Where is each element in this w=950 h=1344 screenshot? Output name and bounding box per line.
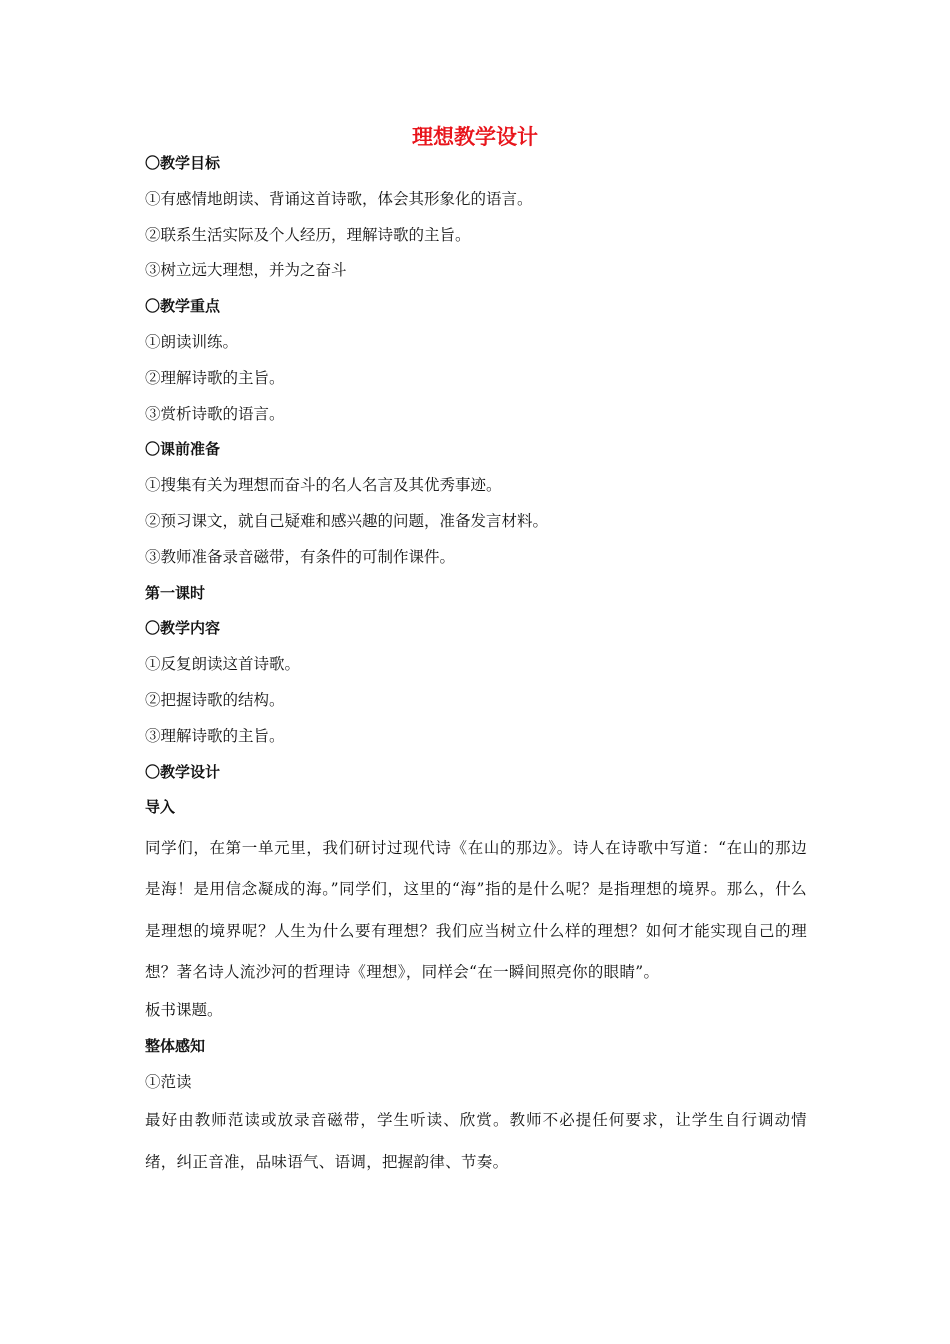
text-line: ②把握诗歌的结构。 <box>145 690 285 709</box>
text-line: ②理解诗歌的主旨。 <box>145 368 285 387</box>
text-line: ②联系生活实际及个人经历，理解诗歌的主旨。 <box>145 225 471 244</box>
section-heading: 整体感知 <box>145 1036 206 1055</box>
document-title: 理想教学设计 <box>412 125 538 149</box>
text-line: ③教师准备录音磁带，有条件的可制作课件。 <box>145 547 456 566</box>
text-line: ①有感情地朗读、背诵这首诗歌，体会其形象化的语言。 <box>145 189 533 208</box>
text-line: ①反复朗读这首诗歌。 <box>145 655 301 674</box>
document-blocks-top <box>145 146 807 826</box>
section-heading: 导入 <box>145 798 176 817</box>
section-heading: 〇教学内容 <box>145 619 221 638</box>
section-heading: 〇教学重点 <box>145 297 221 316</box>
document-body <box>145 146 807 1183</box>
text-line: ③树立远大理想，并为之奋斗 <box>145 261 347 280</box>
text-line: ②预习课文，就自己疑难和感兴趣的问题，准备发言材料。 <box>145 511 549 530</box>
section-heading: 〇教学目标 <box>145 154 221 172</box>
reading-paragraph: 最好由教师范读或放录音磁带，学生听读、欣赏。教师不必提任何要求，让学生自行调动情绪，纠正音准，品味语气、语调，把握韵律、节奏。 <box>145 1111 807 1171</box>
intro-paragraph: 同学们，在第一单元里，我们研讨过现代诗《在山的那边》。诗人在诗歌中写道：“在山的那边是海！是用信念凝成的海。”同学们，这里的“海”指的是什么呢？是指理想的境界。那么，什么是理想的境界呢？人生为什么要有理想？我们应当树立什么样的理想？如何才能实现自己的理想？著名诗人流沙河的哲理诗《理想》，同样会“在一瞬间照亮你的眼睛”。 <box>145 839 807 981</box>
text-line: 板书课题。 <box>145 1000 223 1019</box>
document-blocks-bottom <box>145 993 807 1100</box>
text-line: ③赏析诗歌的语言。 <box>145 404 285 423</box>
text-line: ③理解诗歌的主旨。 <box>145 726 285 745</box>
text-line: ①朗读训练。 <box>145 332 239 351</box>
text-line: ①搜集有关为理想而奋斗的名人名言及其优秀事迹。 <box>145 476 502 495</box>
section-heading: 〇课前准备 <box>145 440 221 459</box>
section-heading: 〇教学设计 <box>145 762 221 781</box>
text-line: ①范读 <box>145 1072 192 1091</box>
section-heading: 第一课时 <box>145 583 206 602</box>
